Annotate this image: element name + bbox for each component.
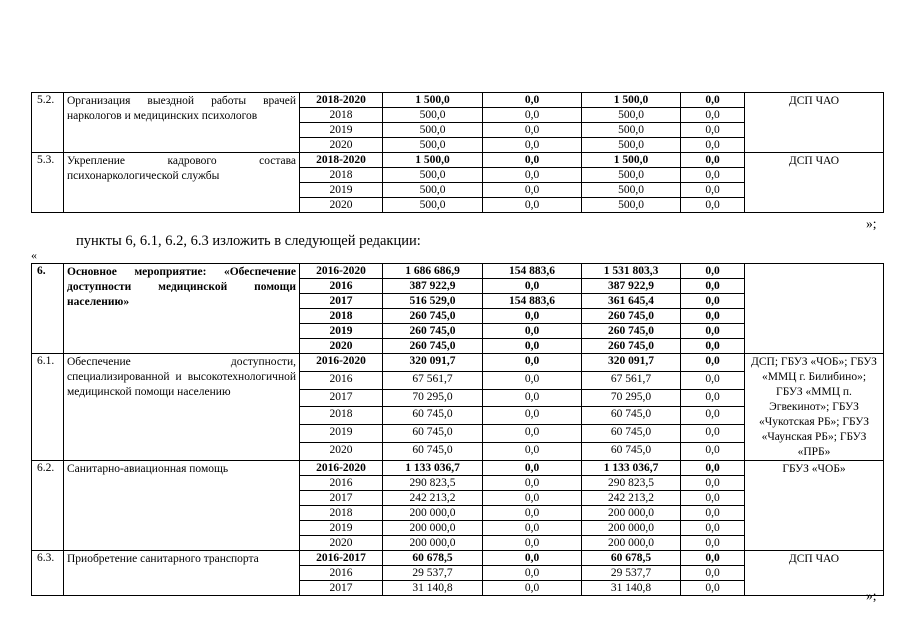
amount-cell: 60 745,0 — [383, 407, 483, 425]
item-name: Приобретение санитарного транспорта — [64, 551, 300, 596]
amount-cell: 242 213,2 — [582, 491, 681, 506]
amount-cell: 0,0 — [681, 425, 745, 443]
amount-cell: 500,0 — [582, 198, 681, 213]
period-cell: 2018 — [300, 407, 383, 425]
amount-cell: 0,0 — [483, 551, 582, 566]
amount-cell: 361 645,4 — [582, 294, 681, 309]
amount-cell: 0,0 — [483, 566, 582, 581]
amount-cell: 0,0 — [483, 425, 582, 443]
amount-cell: 60 745,0 — [383, 443, 483, 461]
closing-quote-2: »; — [866, 588, 877, 603]
amount-cell: 0,0 — [681, 264, 745, 279]
period-cell: 2016 — [300, 476, 383, 491]
amount-cell: 500,0 — [582, 138, 681, 153]
table-row — [32, 354, 884, 372]
amount-cell: 1 500,0 — [383, 93, 483, 108]
period-cell: 2016-2017 — [300, 551, 383, 566]
amount-cell: 1 500,0 — [582, 153, 681, 168]
amount-cell: 290 823,5 — [383, 476, 483, 491]
amount-cell: 0,0 — [483, 108, 582, 123]
amount-cell: 0,0 — [681, 198, 745, 213]
amount-cell: 1 500,0 — [582, 93, 681, 108]
period-cell: 2016 — [300, 566, 383, 581]
period-cell: 2017 — [300, 389, 383, 407]
amount-cell: 0,0 — [681, 138, 745, 153]
item-number: 6. — [32, 264, 64, 354]
period-cell: 2020 — [300, 138, 383, 153]
amount-cell: 0,0 — [483, 354, 582, 372]
period-cell: 2016-2020 — [300, 461, 383, 476]
table2-body — [32, 264, 884, 596]
amount-cell: 1 531 803,3 — [582, 264, 681, 279]
table-row — [32, 264, 884, 279]
amount-cell: 1 133 036,7 — [383, 461, 483, 476]
executor-cell: ГБУЗ «ЧОБ» — [745, 461, 884, 551]
amount-cell: 0,0 — [681, 93, 745, 108]
amount-cell: 0,0 — [681, 153, 745, 168]
amount-cell: 0,0 — [681, 279, 745, 294]
amount-cell: 0,0 — [483, 198, 582, 213]
amount-cell: 60 745,0 — [383, 425, 483, 443]
executor-cell — [745, 264, 884, 354]
amount-cell: 0,0 — [681, 371, 745, 389]
amount-cell: 0,0 — [681, 491, 745, 506]
period-cell: 2016 — [300, 279, 383, 294]
program-table-part-2 — [31, 263, 884, 596]
period-cell: 2020 — [300, 443, 383, 461]
period-cell: 2016-2020 — [300, 264, 383, 279]
amount-cell: 516 529,0 — [383, 294, 483, 309]
amount-cell: 1 133 036,7 — [582, 461, 681, 476]
amount-cell: 500,0 — [383, 168, 483, 183]
opening-quote: « — [31, 248, 37, 262]
period-cell: 2017 — [300, 581, 383, 596]
amount-cell: 0,0 — [681, 354, 745, 372]
executor-cell: ДСП ЧАО — [745, 93, 884, 153]
amount-cell: 0,0 — [681, 506, 745, 521]
amount-cell: 290 823,5 — [582, 476, 681, 491]
period-cell: 2018-2020 — [300, 93, 383, 108]
amount-cell: 60 745,0 — [582, 407, 681, 425]
amount-cell: 500,0 — [383, 108, 483, 123]
amount-cell: 500,0 — [383, 183, 483, 198]
amount-cell: 29 537,7 — [383, 566, 483, 581]
amount-cell: 0,0 — [681, 581, 745, 596]
table-row — [32, 93, 884, 108]
period-cell: 2020 — [300, 339, 383, 354]
amount-cell: 387 922,9 — [582, 279, 681, 294]
amount-cell: 200 000,0 — [383, 506, 483, 521]
amount-cell: 60 745,0 — [582, 425, 681, 443]
amount-cell: 0,0 — [681, 183, 745, 198]
table-row — [32, 551, 884, 566]
amount-cell: 0,0 — [681, 461, 745, 476]
amount-cell: 67 561,7 — [383, 371, 483, 389]
amount-cell: 0,0 — [681, 339, 745, 354]
amount-cell: 500,0 — [582, 108, 681, 123]
item-name: Санитарно-авиационная помощь — [64, 461, 300, 551]
amount-cell: 0,0 — [483, 279, 582, 294]
table-row — [32, 461, 884, 476]
period-cell: 2018 — [300, 108, 383, 123]
item-number: 6.2. — [32, 461, 64, 551]
amount-cell: 0,0 — [483, 309, 582, 324]
amount-cell: 500,0 — [582, 183, 681, 198]
amount-cell: 60 745,0 — [582, 443, 681, 461]
amount-cell: 0,0 — [483, 521, 582, 536]
amount-cell: 500,0 — [582, 168, 681, 183]
amount-cell: 0,0 — [483, 389, 582, 407]
amount-cell: 0,0 — [681, 521, 745, 536]
amount-cell: 500,0 — [383, 123, 483, 138]
amount-cell: 31 140,8 — [383, 581, 483, 596]
amount-cell: 0,0 — [681, 566, 745, 581]
amount-cell: 0,0 — [681, 324, 745, 339]
amount-cell: 0,0 — [483, 93, 582, 108]
amount-cell: 387 922,9 — [383, 279, 483, 294]
amount-cell: 260 745,0 — [383, 324, 483, 339]
table-row — [32, 153, 884, 168]
item-name: Укрепление кадрового состава психонаркологической службы — [64, 153, 300, 213]
amount-cell: 0,0 — [681, 443, 745, 461]
amount-cell: 0,0 — [681, 309, 745, 324]
amount-cell: 260 745,0 — [582, 309, 681, 324]
amount-cell: 200 000,0 — [582, 506, 681, 521]
amount-cell: 0,0 — [483, 491, 582, 506]
amount-cell: 0,0 — [681, 294, 745, 309]
amount-cell: 0,0 — [483, 339, 582, 354]
item-name: Обеспечение доступности, специализированной и высокотехнологичной медицинской помощи населению — [64, 354, 300, 461]
amount-cell: 67 561,7 — [582, 371, 681, 389]
amount-cell: 0,0 — [483, 407, 582, 425]
amount-cell: 1 500,0 — [383, 153, 483, 168]
amount-cell: 0,0 — [483, 168, 582, 183]
amount-cell: 0,0 — [483, 581, 582, 596]
amount-cell: 0,0 — [681, 123, 745, 138]
amount-cell: 0,0 — [483, 138, 582, 153]
executor-cell: ДСП ЧАО — [745, 551, 884, 596]
amount-cell: 29 537,7 — [582, 566, 681, 581]
period-cell: 2020 — [300, 198, 383, 213]
item-number: 5.2. — [32, 93, 64, 153]
amount-cell: 70 295,0 — [582, 389, 681, 407]
period-cell: 2019 — [300, 324, 383, 339]
table1-body — [32, 93, 884, 213]
amount-cell: 154 883,6 — [483, 264, 582, 279]
amount-cell: 260 745,0 — [383, 309, 483, 324]
period-cell: 2016-2020 — [300, 354, 383, 372]
amount-cell: 0,0 — [681, 168, 745, 183]
amount-cell: 0,0 — [483, 461, 582, 476]
executor-cell: ДСП ЧАО — [745, 153, 884, 213]
amount-cell: 60 678,5 — [383, 551, 483, 566]
amount-cell: 0,0 — [681, 551, 745, 566]
amount-cell: 0,0 — [681, 476, 745, 491]
period-cell: 2018-2020 — [300, 153, 383, 168]
amount-cell: 200 000,0 — [582, 536, 681, 551]
amount-cell: 320 091,7 — [383, 354, 483, 372]
amount-cell: 260 745,0 — [582, 324, 681, 339]
amount-cell: 200 000,0 — [383, 536, 483, 551]
amount-cell: 500,0 — [582, 123, 681, 138]
period-cell: 2019 — [300, 123, 383, 138]
amount-cell: 260 745,0 — [383, 339, 483, 354]
amount-cell: 0,0 — [483, 476, 582, 491]
amount-cell: 0,0 — [483, 123, 582, 138]
amount-cell: 500,0 — [383, 138, 483, 153]
item-name: Основное мероприятие: «Обеспечение доступности медицинской помощи населению» — [64, 264, 300, 354]
amount-cell: 500,0 — [383, 198, 483, 213]
item-number: 6.1. — [32, 354, 64, 461]
amount-cell: 0,0 — [483, 443, 582, 461]
amount-cell: 0,0 — [681, 536, 745, 551]
period-cell: 2020 — [300, 536, 383, 551]
amount-cell: 60 678,5 — [582, 551, 681, 566]
item-number: 5.3. — [32, 153, 64, 213]
item-number: 6.3. — [32, 551, 64, 596]
period-cell: 2019 — [300, 183, 383, 198]
period-cell: 2018 — [300, 168, 383, 183]
amendment-instruction: пункты 6, 6.1, 6.2, 6.3 изложить в следующей редакции: — [76, 233, 421, 249]
amount-cell: 0,0 — [681, 407, 745, 425]
amount-cell: 0,0 — [483, 324, 582, 339]
amount-cell: 200 000,0 — [383, 521, 483, 536]
amount-cell: 0,0 — [681, 108, 745, 123]
period-cell: 2017 — [300, 491, 383, 506]
amount-cell: 1 686 686,9 — [383, 264, 483, 279]
amount-cell: 0,0 — [483, 183, 582, 198]
amount-cell: 260 745,0 — [582, 339, 681, 354]
amount-cell: 0,0 — [483, 506, 582, 521]
amount-cell: 0,0 — [681, 389, 745, 407]
executor-cell: ДСП; ГБУЗ «ЧОБ»; ГБУЗ «ММЦ г. Билибино»; ГБУЗ «ММЦ п. Эгвекинот»; ГБУЗ «Чукотская РБ»; ГБУЗ «Чаунская РБ»; ГБУЗ «ПРБ» — [745, 354, 884, 461]
period-cell: 2018 — [300, 506, 383, 521]
period-cell: 2019 — [300, 425, 383, 443]
amount-cell: 31 140,8 — [582, 581, 681, 596]
period-cell: 2017 — [300, 294, 383, 309]
period-cell: 2018 — [300, 309, 383, 324]
amount-cell: 200 000,0 — [582, 521, 681, 536]
amount-cell: 0,0 — [483, 153, 582, 168]
amount-cell: 154 883,6 — [483, 294, 582, 309]
amount-cell: 320 091,7 — [582, 354, 681, 372]
amount-cell: 70 295,0 — [383, 389, 483, 407]
closing-quote-1: »; — [866, 216, 877, 231]
amount-cell: 0,0 — [483, 536, 582, 551]
period-cell: 2019 — [300, 521, 383, 536]
item-name: Организация выездной работы врачей наркологов и медицинских психологов — [64, 93, 300, 153]
period-cell: 2016 — [300, 371, 383, 389]
program-table-part-1 — [31, 92, 884, 213]
amount-cell: 242 213,2 — [383, 491, 483, 506]
amount-cell: 0,0 — [483, 371, 582, 389]
